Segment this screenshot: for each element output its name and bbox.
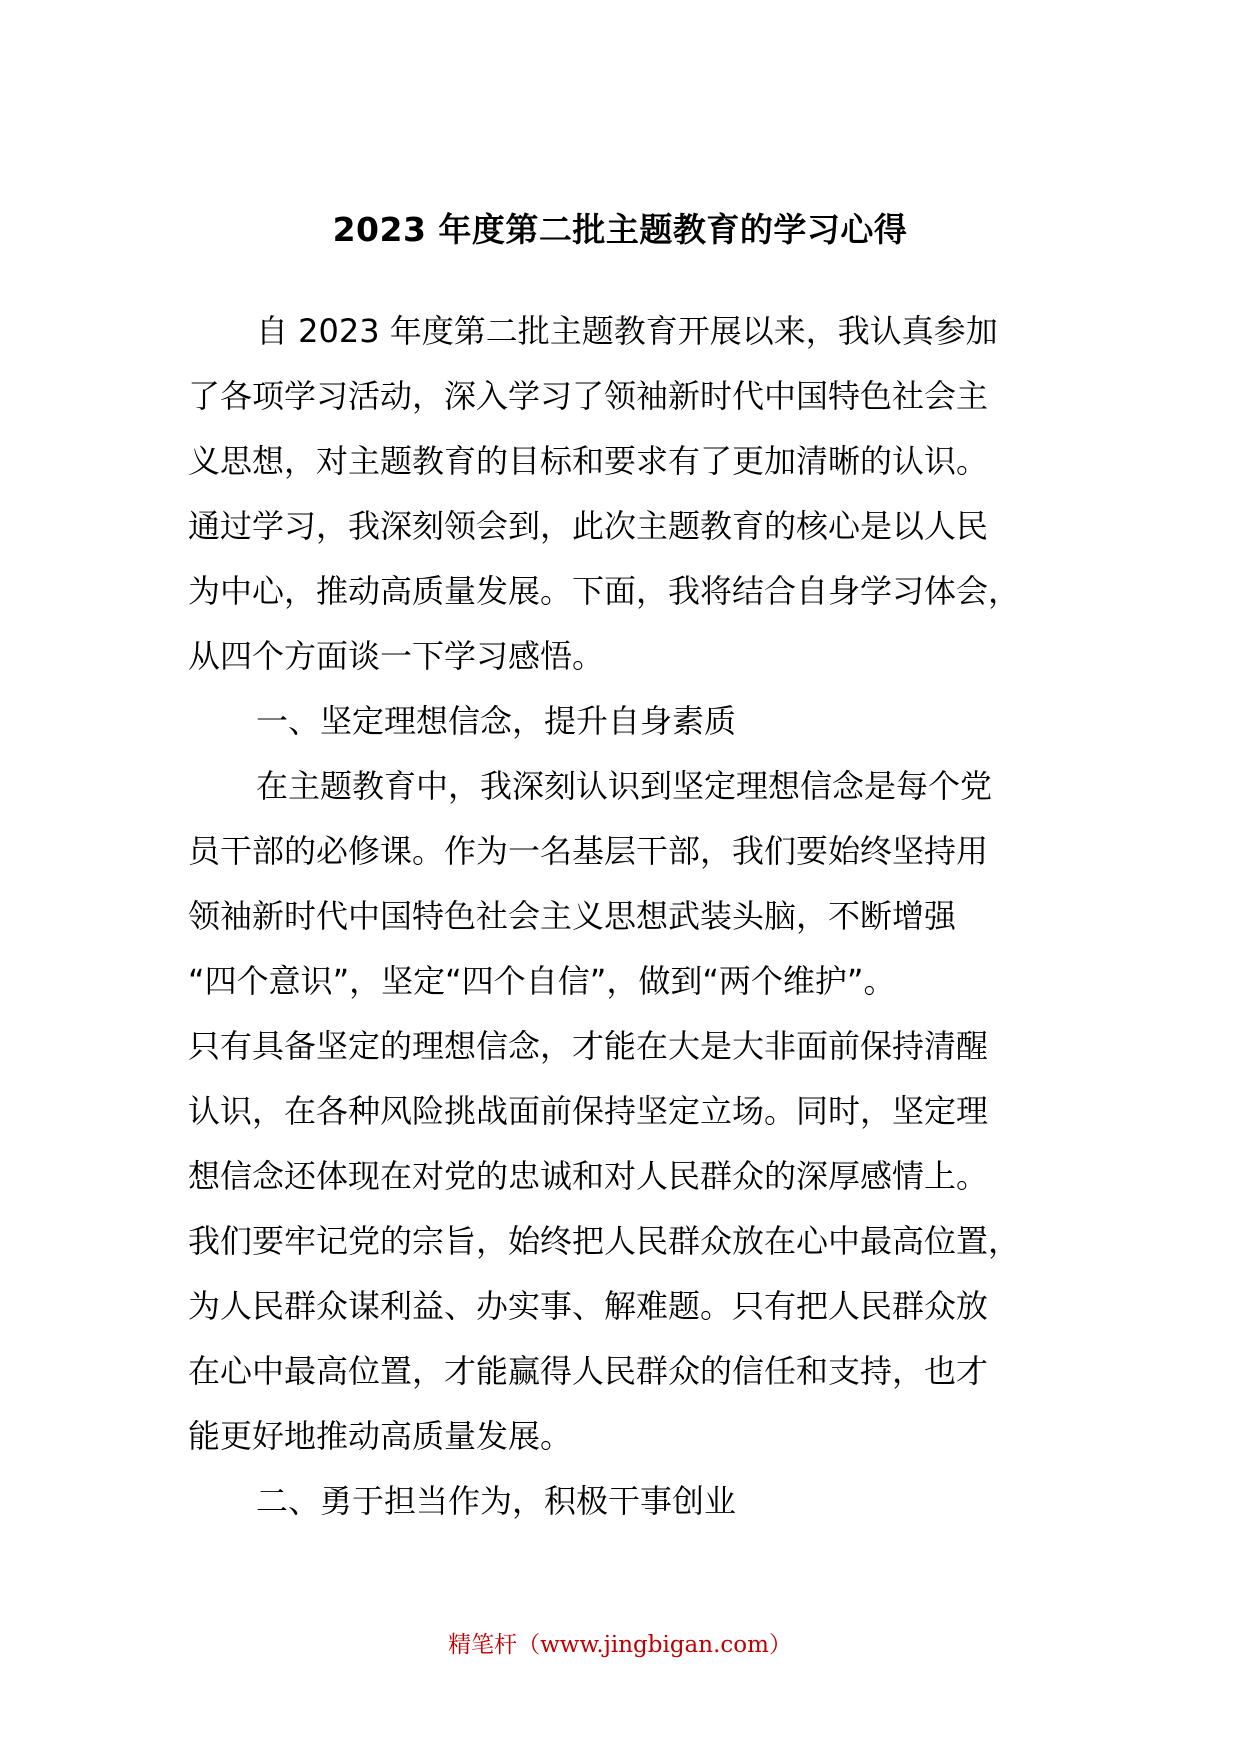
section-heading: 二、勇于担当作为，积极干事创业	[256, 1482, 737, 1520]
paragraph-line: 了各项学习活动，深入学习了领袖新时代中国特色社会主	[188, 377, 989, 415]
paragraph-line: 从四个方面谈一下学习感悟。	[188, 637, 605, 675]
paragraph-line: 在心中最高位置，才能赢得人民群众的信任和支持，也才	[188, 1352, 989, 1390]
paragraph-line: 只有具备坚定的理想信念，才能在大是大非面前保持清醒	[188, 1027, 989, 1065]
paragraph-line: 自 2023 年度第二批主题教育开展以来，我认真参加	[256, 312, 998, 350]
paragraph-line: 能更好地推动高质量发展。	[188, 1417, 573, 1455]
document-title: 2023 年度第二批主题教育的学习心得	[332, 210, 908, 249]
paragraph-line: 员干部的必修课。作为一名基层干部，我们要始终坚持用	[188, 832, 989, 870]
paragraph-line: 为中心，推动高质量发展。下面，我将结合自身学习体会，	[188, 572, 1021, 610]
document-body	[188, 299, 1058, 1534]
watermark-footer: 精笔杆（www.jingbigan.com）	[448, 1632, 792, 1658]
section-heading: 一、坚定理想信念，提升自身素质	[256, 702, 737, 740]
paragraph-line: “四个意识”，坚定“四个自信”，做到“两个维护”。	[188, 962, 896, 1000]
paragraph-line: 通过学习，我深刻领会到，此次主题教育的核心是以人民	[188, 507, 989, 545]
paragraph-line: 认识，在各种风险挑战面前保持坚定立场。同时，坚定理	[188, 1092, 989, 1130]
paragraph-line: 为人民群众谋利益、办实事、解难题。只有把人民群众放	[188, 1287, 989, 1325]
paragraph-line: 义思想，对主题教育的目标和要求有了更加清晰的认识。	[188, 442, 989, 480]
paragraph-line: 我们要牢记党的宗旨，始终把人民群众放在心中最高位置，	[188, 1222, 1021, 1260]
paragraph-line: 领袖新时代中国特色社会主义思想武装头脑，不断增强	[188, 897, 957, 935]
paragraph-line: 在主题教育中，我深刻认识到坚定理想信念是每个党	[256, 767, 993, 805]
paragraph-line: 想信念还体现在对党的忠诚和对人民群众的深厚感情上。	[188, 1157, 989, 1195]
